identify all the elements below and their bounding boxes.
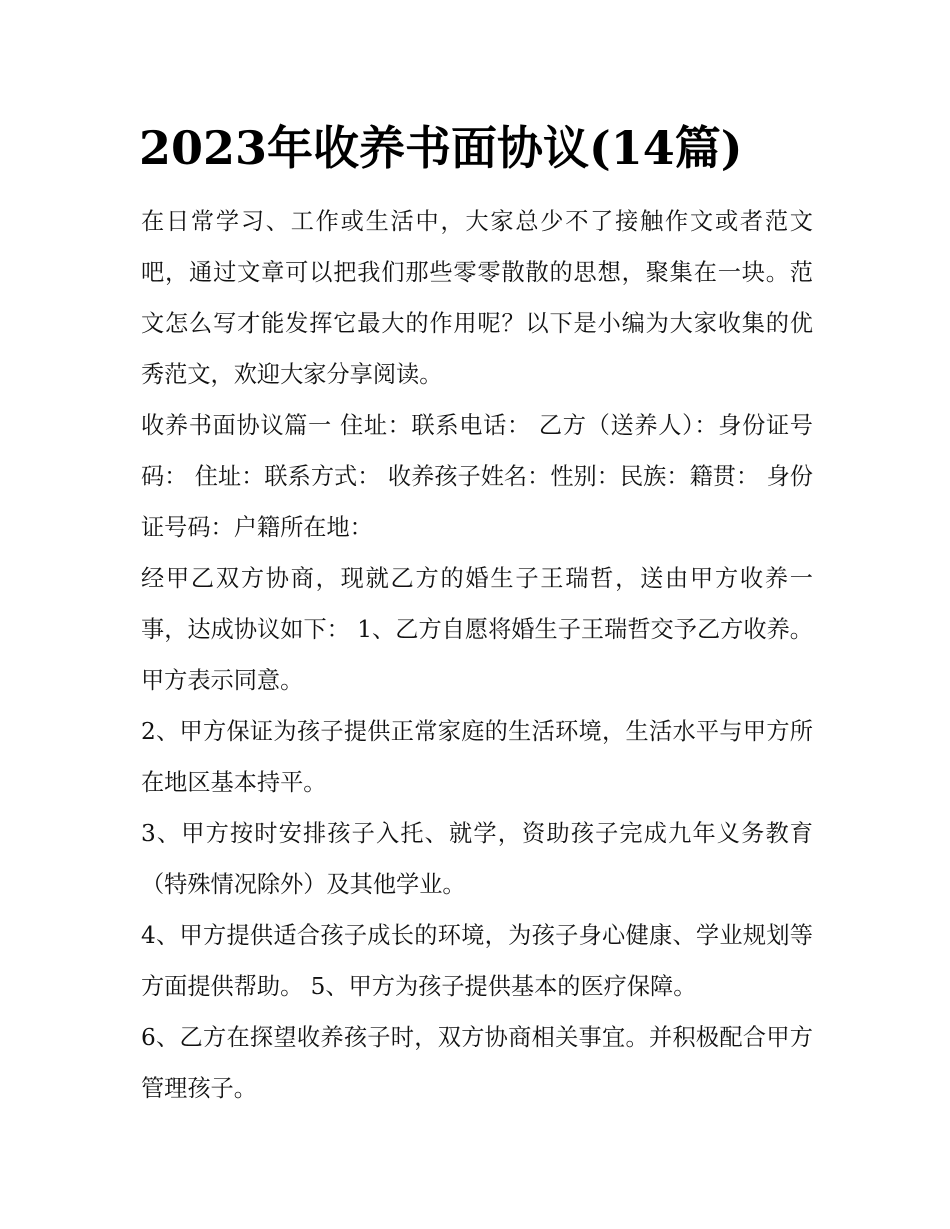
document-body bbox=[141, 196, 813, 1114]
paragraph-clause-6: 6、乙方在探望收养孩子时，双方协商相关事宜。并积极配合甲方管理孩子。 bbox=[141, 1024, 813, 1102]
paragraph-clause-4-5: 4、甲方提供适合孩子成长的环境，为孩子身心健康、学业规划等方面提供帮助。 5、甲方为孩子提供基本的医疗保障。 bbox=[141, 922, 813, 1000]
paragraph-parties-info: 收养书面协议篇一 住址：联系电话： 乙方（送养人）：身份证号码： 住址：联系方式： 收养孩子姓名：性别：民族：籍贯： 身份证号码：户籍所在地： bbox=[141, 412, 813, 541]
paragraph-clause-1: 经甲乙双方协商，现就乙方的婚生子王瑞哲，送由甲方收养一事，达成协议如下： 1、乙方自愿将婚生子王瑞哲交予乙方收养。甲方表示同意。 bbox=[141, 565, 813, 694]
document-title: 2023年收养书面协议(14篇) bbox=[139, 121, 743, 175]
paragraph-clause-2: 2、甲方保证为孩子提供正常家庭的生活环境，生活水平与甲方所在地区基本持平。 bbox=[141, 718, 813, 796]
paragraph-intro: 在日常学习、工作或生活中，大家总少不了接触作文或者范文吧，通过文章可以把我们那些零零散散的思想，聚集在一块。范文怎么写才能发挥它最大的作用呢？以下是小编为大家收集的优秀范文，欢迎大家分享阅读。 bbox=[141, 208, 813, 388]
paragraph-clause-3: 3、甲方按时安排孩子入托、就学，资助孩子完成九年义务教育（特殊情况除外）及其他学业。 bbox=[141, 820, 813, 898]
